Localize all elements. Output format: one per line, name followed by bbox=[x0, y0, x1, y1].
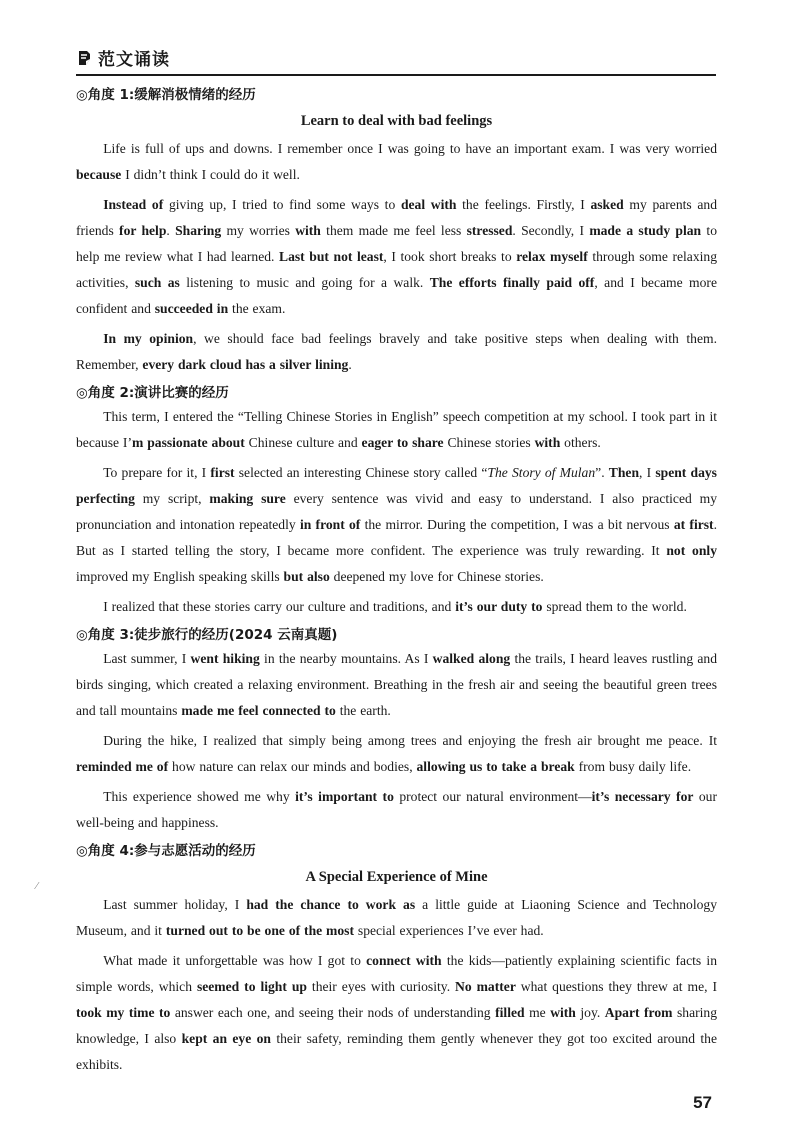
key-phrase: Last but not least bbox=[279, 249, 384, 264]
key-phrase: seemed to light up bbox=[196, 979, 307, 994]
text-run: selected an interesting Chinese story called “ bbox=[234, 465, 488, 480]
essay-paragraph bbox=[76, 460, 717, 590]
text-run: This term, I entered the “Telling Chinese Stories in English” speech competition at my school. I took part in it because I’ bbox=[76, 409, 717, 450]
key-phrase: Then bbox=[608, 465, 640, 480]
section-heading: ◎角度 1:缓解消极情绪的经历 bbox=[76, 87, 256, 103]
text-run: a little guide at Liaoning Science and Technology Museum, and it bbox=[76, 897, 718, 938]
key-phrase: with bbox=[534, 435, 561, 450]
key-phrase: it’s necessary for bbox=[591, 789, 694, 804]
essay-title: Learn to deal with bad feelings bbox=[300, 113, 493, 129]
essay-paragraph bbox=[76, 192, 717, 322]
text-run: the kids—patiently explaining scientific facts in simple words, which bbox=[76, 953, 718, 994]
text-run: the earth. bbox=[335, 703, 391, 718]
text-run: . But as I started telling the story, I became more confident. The experience was truly rewarding. It bbox=[76, 517, 717, 558]
text-run: I realized that these stories carry our culture and traditions, and bbox=[103, 599, 456, 614]
text-run: the trails, I heard leaves rustling and birds singing, which created a relaxing environment. Breathing in the fresh air and seeing the beautiful green trees and tall mountains bbox=[76, 651, 718, 718]
key-phrase: succeeded in bbox=[154, 301, 229, 316]
key-phrase: Instead of bbox=[103, 197, 164, 212]
key-phrase: eager to share bbox=[361, 435, 444, 450]
text-run: them made me feel less bbox=[320, 223, 467, 238]
key-phrase: kept an eye on bbox=[181, 1031, 271, 1046]
key-phrase: at first bbox=[673, 517, 714, 532]
text-run: my worries bbox=[221, 223, 296, 238]
key-phrase: connect with bbox=[366, 953, 442, 968]
page-header bbox=[76, 50, 716, 76]
text-run: through some relaxing activities, bbox=[76, 249, 718, 290]
text-run: the feelings. Firstly, I bbox=[456, 197, 591, 212]
text-run: my parents and friends bbox=[76, 197, 718, 238]
text-run: protect our natural environment— bbox=[393, 789, 592, 804]
essay-paragraph bbox=[76, 136, 717, 188]
text-run: , I took short breaks to bbox=[383, 249, 517, 264]
key-phrase: it’s our duty to bbox=[455, 599, 543, 614]
essay-paragraph bbox=[76, 594, 717, 620]
key-phrase: for help bbox=[119, 223, 167, 238]
key-phrase: it’s important to bbox=[295, 789, 394, 804]
section-heading: ◎角度 4:参与志愿活动的经历 bbox=[76, 843, 256, 859]
key-phrase: The efforts finally paid off bbox=[429, 275, 595, 290]
key-phrase: In my opinion bbox=[103, 331, 194, 346]
text-run: I didn’t think I could do it well. bbox=[121, 167, 300, 182]
essay-paragraph bbox=[76, 892, 717, 944]
key-phrase: filled bbox=[495, 1005, 525, 1020]
text-run: Last summer, I bbox=[103, 651, 191, 666]
text-run: spread them to the world. bbox=[542, 599, 687, 614]
essay-paragraph bbox=[76, 784, 717, 836]
text-run: Last summer holiday, I bbox=[103, 897, 247, 912]
text-run: The Story of Mulan bbox=[487, 465, 596, 480]
text-run: listening to music and going for a walk. bbox=[179, 275, 430, 290]
text-run: . bbox=[166, 223, 176, 238]
key-phrase: had the chance to work as bbox=[246, 897, 416, 912]
key-phrase: Sharing bbox=[175, 223, 222, 238]
key-phrase: deal with bbox=[400, 197, 457, 212]
key-phrase: made me feel connected to bbox=[181, 703, 336, 718]
text-run: in the nearby mountains. As I bbox=[259, 651, 433, 666]
text-run: our well-being and happiness. bbox=[76, 789, 718, 830]
main-content bbox=[76, 84, 717, 1082]
key-phrase: every dark cloud has a silver lining bbox=[142, 357, 349, 372]
text-run: the exam. bbox=[228, 301, 286, 316]
text-run: joy. bbox=[575, 1005, 605, 1020]
header-title: 范文诵读 bbox=[98, 50, 170, 70]
text-run: To prepare for it, I bbox=[103, 465, 211, 480]
text-run: Life is full of ups and downs. I remember once I was going to have an important exam. I was very worried bbox=[103, 141, 717, 156]
text-run: Chinese culture and bbox=[244, 435, 362, 450]
key-phrase: made a study plan bbox=[589, 223, 702, 238]
key-phrase: not only bbox=[666, 543, 717, 558]
section-heading: ◎角度 3:徒步旅行的经历(2024 云南真题) bbox=[76, 627, 338, 643]
key-phrase: m passionate about bbox=[131, 435, 245, 450]
text-run: from busy daily life. bbox=[574, 759, 692, 774]
text-run: to help me review what I had learned. bbox=[76, 223, 717, 264]
key-phrase: Apart from bbox=[604, 1005, 673, 1020]
text-run: my script, bbox=[134, 491, 210, 506]
text-run: special experiences I’ve ever had. bbox=[354, 923, 544, 938]
page-number: 57 bbox=[693, 1093, 712, 1112]
key-phrase: went hiking bbox=[190, 651, 260, 666]
text-run: ”. bbox=[595, 465, 609, 480]
text-run: answer each one, and seeing their nods of understanding bbox=[170, 1005, 496, 1020]
key-phrase: spent days perfecting bbox=[76, 465, 717, 506]
key-phrase: because bbox=[76, 167, 122, 182]
key-phrase: with bbox=[550, 1005, 576, 1020]
key-phrase: walked along bbox=[432, 651, 511, 666]
text-run: This experience showed me why bbox=[103, 789, 296, 804]
text-run: , and I became more confident and bbox=[76, 275, 717, 316]
text-run: me bbox=[524, 1005, 551, 1020]
key-phrase: took my time to bbox=[76, 1005, 171, 1020]
key-phrase: stressed bbox=[466, 223, 513, 238]
text-run: their eyes with curiosity. bbox=[306, 979, 456, 994]
key-phrase: relax myself bbox=[516, 249, 588, 264]
page-icon bbox=[76, 50, 92, 66]
key-phrase: allowing us to take a break bbox=[416, 759, 575, 774]
text-run: deepened my love for Chinese stories. bbox=[329, 569, 544, 584]
text-run: improved my English speaking skills bbox=[76, 569, 284, 584]
text-run: . Secondly, I bbox=[512, 223, 590, 238]
text-run: others. bbox=[560, 435, 601, 450]
text-run: What made it unforgettable was how I got to bbox=[103, 953, 367, 968]
essay-paragraph bbox=[76, 728, 717, 780]
key-phrase: such as bbox=[134, 275, 180, 290]
key-phrase: in front of bbox=[299, 517, 361, 532]
essay-paragraph bbox=[76, 326, 717, 378]
key-phrase: making sure bbox=[209, 491, 286, 506]
essay-paragraph bbox=[76, 404, 717, 456]
key-phrase: reminded me of bbox=[76, 759, 169, 774]
key-phrase: asked bbox=[590, 197, 624, 212]
essay-paragraph bbox=[76, 646, 717, 724]
text-run: sharing knowledge, I also bbox=[76, 1005, 717, 1046]
essay-paragraph bbox=[76, 948, 717, 1078]
key-phrase: turned out to be one of the most bbox=[165, 923, 354, 938]
text-run: every sentence was vivid and easy to understand. I also practiced my pronunciation and intonation repeatedly bbox=[76, 491, 717, 532]
key-phrase: No matter bbox=[455, 979, 516, 994]
key-phrase: first bbox=[210, 465, 235, 480]
essay-title: A Special Experience of Mine bbox=[305, 869, 488, 885]
text-run: Chinese stories bbox=[443, 435, 535, 450]
margin-mark: ⁄ bbox=[36, 881, 38, 892]
text-run: giving up, I tried to find some ways to bbox=[163, 197, 401, 212]
text-run: During the hike, I realized that simply being among trees and enjoying the fresh air brought me peace. It bbox=[103, 733, 717, 748]
text-run: , we should face bad feelings bravely and take positive steps when dealing with them. Remember, bbox=[76, 331, 717, 372]
text-run: . bbox=[348, 357, 352, 372]
text-run: how nature can relax our minds and bodies, bbox=[168, 759, 417, 774]
text-run: the mirror. During the competition, I was a bit nervous bbox=[360, 517, 674, 532]
key-phrase: with bbox=[295, 223, 321, 238]
section-heading: ◎角度 2:演讲比赛的经历 bbox=[76, 385, 229, 401]
text-run: what questions they threw at me, I bbox=[515, 979, 717, 994]
text-run: , I bbox=[639, 465, 656, 480]
text-run: their safety, reminding them gently whenever they got too excited around the exhibits. bbox=[76, 1031, 717, 1072]
key-phrase: but also bbox=[283, 569, 330, 584]
